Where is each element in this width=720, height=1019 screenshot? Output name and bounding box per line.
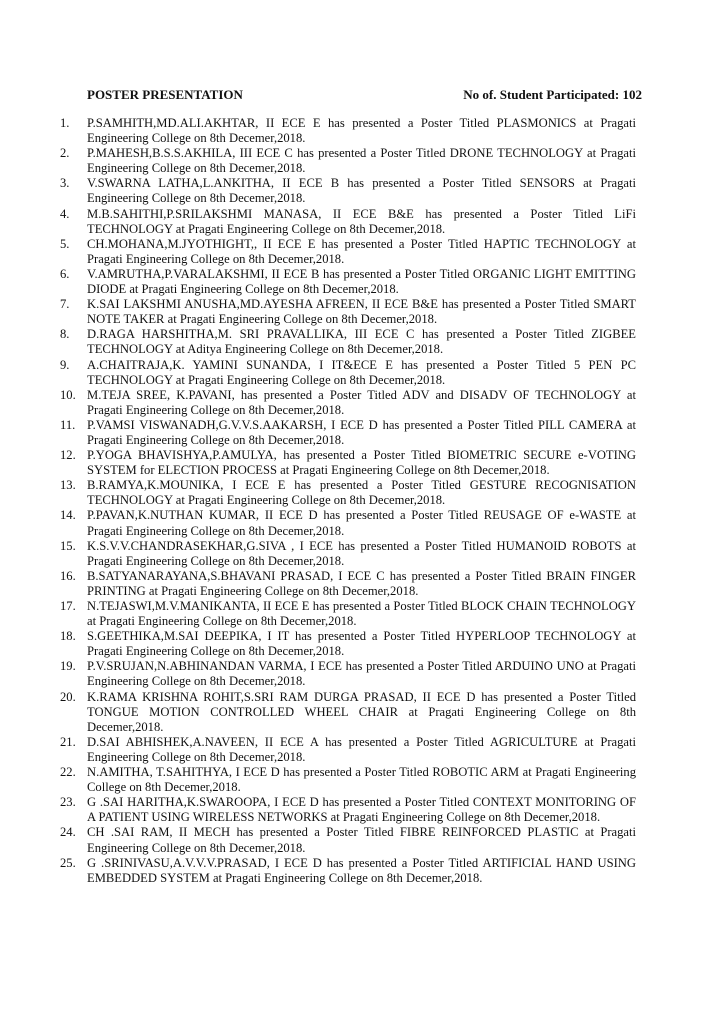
list-item-text: B.RAMYA,K.MOUNIKA, I ECE E has presented a Poster Titled GESTURE RECOGNISATION TECHNOLOGY at Pragati Engineering College on 8th Decemer,2018. [87,478,636,508]
list-item-text: K.S.V.V.CHANDRASEKHAR,G.SIVA , I ECE has presented a Poster Titled HUMANOID ROBOTS at Pragati Engineering College on 8th Decemer,2018. [87,538,636,568]
list-item-number: 8. [60,327,70,342]
list-item-text: P.PAVAN,K.NUTHAN KUMAR, II ECE D has presented a Poster Titled REUSAGE OF e-WASTE at Pragati Engineering College on 8th Decemer,2018. [87,508,636,538]
list-item [60,267,636,297]
participant-count: No of. Student Participated: 102 [463,87,642,102]
entry-list [60,116,636,886]
list-item [60,207,636,237]
list-item [60,765,636,795]
list-item-number: 20. [60,689,76,704]
list-item [60,856,636,886]
list-item [60,297,636,327]
list-item [60,735,636,765]
list-item-number: 13. [60,478,76,493]
list-item-number: 12. [60,448,76,463]
list-item [60,569,636,599]
list-item-text: P.V.SRUJAN,N.ABHINANDAN VARMA, I ECE has presented a Poster Titled ARDUINO UNO at Pragati Engineering College on 8th Decemer,2018. [87,659,636,689]
list-item [60,116,636,146]
list-item [60,448,636,478]
list-item-number: 6. [60,266,70,281]
list-item-text: P.SAMHITH,MD.ALI.AKHTAR, II ECE E has presented a Poster Titled PLASMONICS at Pragati Engineering College on 8th Decemer,2018. [87,116,636,146]
list-item-text: M.B.SAHITHI,P.SRILAKSHMI MANASA, II ECE B&E has presented a Poster Titled LiFi TECHNOLOGY at Pragati Engineering College on 8th Decemer,2018. [87,206,636,236]
list-item-number: 25. [60,855,76,870]
list-item-number: 2. [60,146,70,161]
list-item-number: 4. [60,206,70,221]
list-item-text: V.SWARNA LATHA,L.ANKITHA, II ECE B has presented a Poster Titled SENSORS at Pragati Engineering College on 8th Decemer,2018. [87,176,636,206]
list-item-text: K.RAMA KRISHNA ROHIT,S.SRI RAM DURGA PRASAD, II ECE D has presented a Poster Titled TONGUE MOTION CONTROLLED WHEEL CHAIR at Pragati Engineering College on 8th Decemer,2018. [87,689,636,734]
list-item-number: 22. [60,765,76,780]
list-item-text: N.TEJASWI,M.V.MANIKANTA, II ECE E has presented a Poster Titled BLOCK CHAIN TECHNOLOGY at Pragati Engineering College on 8th Decemer,2018. [87,599,636,629]
list-item-number: 1. [60,116,70,130]
list-item-text: CH .SAI RAM, II MECH has presented a Poster Titled FIBRE REINFORCED PLASTIC at Pragati Engineering College on 8th Decemer,2018. [87,825,636,855]
list-item [60,478,636,508]
list-item [60,539,636,569]
list-item-number: 19. [60,659,76,674]
list-item [60,508,636,538]
list-item [60,629,636,659]
list-item-text: K.SAI LAKSHMI ANUSHA,MD.AYESHA AFREEN, II ECE B&E has presented a Poster Titled SMART NOTE TAKER at Pragati Engineering College on 8th Decemer,2018. [87,297,636,327]
list-item-text: M.TEJA SREE, K.PAVANI, has presented a Poster Titled ADV and DISADV OF TECHNOLOGY at Pragati Engineering College on 8th Decemer,2018. [87,387,636,417]
list-item-number: 15. [60,538,76,553]
list-item [60,146,636,176]
list-item [60,690,636,735]
list-item [60,237,636,267]
list-item-number: 23. [60,795,76,810]
list-item-number: 24. [60,825,76,840]
list-item-number: 5. [60,236,70,251]
list-item-text: P.VAMSI VISWANADH,G.V.V.S.AAKARSH, I ECE D has presented a Poster Titled PILL CAMERA at Pragati Engineering College on 8th Decemer,2018. [87,417,636,447]
list-item-number: 11. [60,417,76,432]
list-item-text: D.SAI ABHISHEK,A.NAVEEN, II ECE A has presented a Poster Titled AGRICULTURE at Pragati Engineering College on 8th Decemer,2018. [87,734,636,764]
list-item-number: 17. [60,599,76,613]
list-item-number: 3. [60,176,70,191]
list-item-number: 16. [60,568,76,583]
list-item-text: P.YOGA BHAVISHYA,P.AMULYA, has presented a Poster Titled BIOMETRIC SECURE e-VOTING SYSTEM for ELECTION PROCESS at Pragati Engineering College on 8th Decemer,2018. [87,448,636,478]
list-item-text: S.GEETHIKA,M.SAI DEEPIKA, I IT has presented a Poster Titled HYPERLOOP TECHNOLOGY at Pragati Engineering College on 8th Decemer,2018. [87,629,636,659]
list-item-text: D.RAGA HARSHITHA,M. SRI PRAVALLIKA, III ECE C has presented a Poster Titled ZIGBEE TECHNOLOGY at Aditya Engineering College on 8th Decemer,2018. [87,327,636,357]
list-item [60,659,636,689]
page-header [87,86,642,104]
list-item-text: V.AMRUTHA,P.VARALAKSHMI, II ECE B has presented a Poster Titled ORGANIC LIGHT EMITTING DIODE at Pragati Engineering College on 8th Decemer,2018. [87,266,636,297]
list-item [60,418,636,448]
list-item-number: 21. [60,734,76,749]
list-item [60,388,636,418]
list-item [60,825,636,855]
list-item [60,176,636,206]
list-item-text: B.SATYANARAYANA,S.BHAVANI PRASAD, I ECE C has presented a Poster Titled BRAIN FINGER PRINTING at Pragati Engineering College on 8th Decemer,2018. [87,568,636,598]
list-item-text: G .SAI HARITHA,K.SWAROOPA, I ECE D has presented a Poster Titled CONTEXT MONITORING OF A PATIENT USING WIRELESS NETWORKS at Pragati Engineering College on 8th Decemer,2018. [87,795,636,825]
list-item-text: P.MAHESH,B.S.S.AKHILA, III ECE C has presented a Poster Titled DRONE TECHNOLOGY at Pragati Engineering College on 8th Decemer,2018. [87,146,636,176]
list-item-number: 18. [60,629,76,644]
list-item [60,327,636,357]
section-title: POSTER PRESENTATION [87,87,243,102]
list-item-number: 14. [60,508,76,523]
list-item-text: G .SRINIVASU,A.V.V.V.PRASAD, I ECE D has presented a Poster Titled ARTIFICIAL HAND USING EMBEDDED SYSTEM at Pragati Engineering College on 8th Decemer,2018. [87,855,636,885]
list-item-number: 7. [60,297,70,312]
list-item-number: 9. [60,357,70,372]
list-item [60,599,636,629]
list-item-text: N.AMITHA, T.SAHITHYA, I ECE D has presented a Poster Titled ROBOTIC ARM at Pragati Engineering College on 8th Decemer,2018. [87,765,636,795]
list-item-number: 10. [60,387,76,402]
list-item-text: CH.MOHANA,M.JYOTHIGHT,, II ECE E has presented a Poster Titled HAPTIC TECHNOLOGY at Pragati Engineering College on 8th Decemer,2018. [87,236,636,266]
list-item-text: A.CHAITRAJA,K. YAMINI SUNANDA, I IT&ECE E has presented a Poster Titled 5 PEN PC TECHNOLOGY at Pragati Engineering College on 8th Decemer,2018. [87,357,636,387]
list-item [60,795,636,825]
list-item [60,358,636,388]
